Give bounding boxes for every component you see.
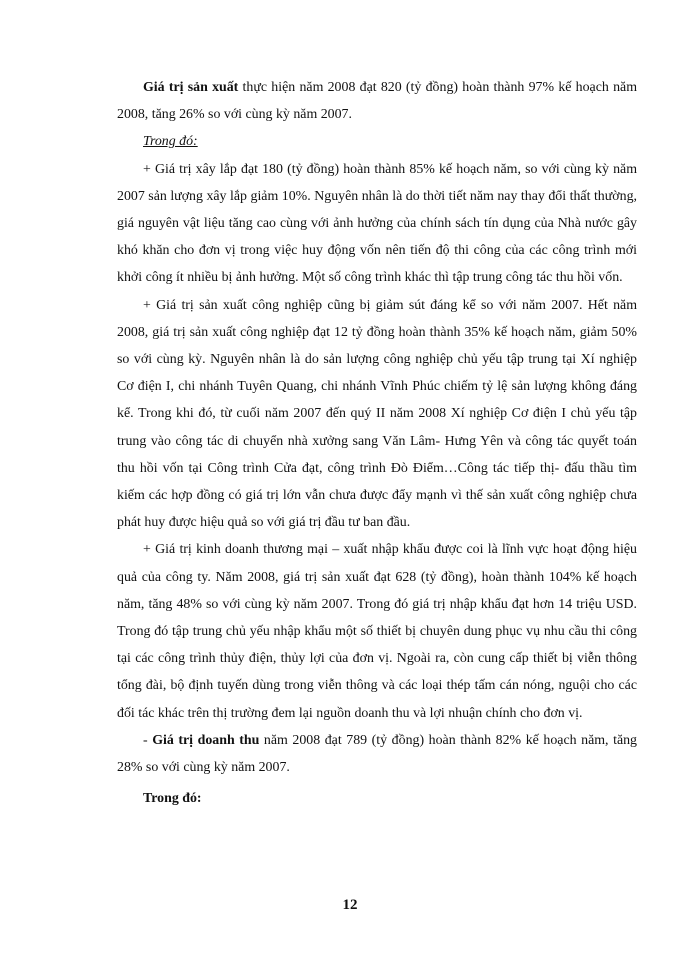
subheading-of-which	[117, 128, 637, 155]
revenue-value-text: năm 2008 đạt 789 (tỷ đồng) hoàn thành 82% kế hoạch năm, tăng 28% so với cùng kỳ năm 2007.	[117, 732, 637, 776]
paragraph-revenue-value	[117, 727, 637, 781]
paragraph-production-value	[117, 74, 637, 128]
paragraph-construction-value: + Giá trị xây lắp đạt 180 (tỷ đồng) hoàn thành 85% kế hoạch năm, so với cùng kỳ năm 2007 sản lượng xây lắp giảm 10%. Nguyên nhân là do thời tiết năm nay thay đổi thất thường, giá nguyên vật liệu tăng cao cùng với ảnh hưởng của chính sách tín dụng của Nhà nước gây khó khăn cho đơn vị trong việc huy động vốn nên tiến độ thi công của các công trình mới khởi công ít nhiều bị ảnh hưởng. Một số công trình khác thì tập trung công tác thu hồi vốn.	[117, 161, 637, 286]
subheading-of-which-2-label: Trong đó:	[143, 791, 202, 807]
page-number: 12	[342, 897, 358, 913]
production-value-text: thực hiện năm 2008 đạt 820 (tỷ đồng) hoàn thành 97% kế hoạch năm 2008, tăng 26% so với cùng kỳ năm 2007.	[117, 80, 637, 123]
revenue-prefix: -	[143, 732, 153, 748]
production-value-label: Giá trị sản xuất	[143, 80, 239, 95]
paragraph-industrial-value: + Giá trị sản xuất công nghiệp cũng bị giảm sút đáng kể so với năm 2007. Hết năm 2008, giá trị sản xuất công nghiệp đạt 12 tỷ đồng hoàn thành 35% kế hoạch năm, giảm 50% so với cùng kỳ. Nguyên nhân là do sản lượng công nghiệp chủ yếu tập trung tại Xí nghiệp Cơ điện I, chi nhánh Tuyên Quang, chi nhánh Vĩnh Phúc chiếm tỷ lệ sản lượng không đáng kể. Trong khi đó, từ cuối năm 2007 đến quý II năm 2008 Xí nghiệp Cơ điện I chủ yếu tập trung vào công tác di chuyển nhà xưởng sang Văn Lâm- Hưng Yên và công tác quyết toán thu hồi vốn tại Công trình Cửa đạt, công trình Đò Điểm…Công tác tiếp thị- đấu thầu tìm kiếm các hợp đồng có giá trị lớn vẫn chưa được đẩy mạnh vì thế sản xuất công nghiệp chưa phát huy được hiệu quả so với giá trị đầu tư ban đầu.	[117, 297, 637, 531]
subheading-of-which-2	[117, 785, 637, 812]
revenue-value-label: Giá trị doanh thu	[152, 732, 260, 748]
document-body	[117, 74, 637, 812]
paragraph-trade-value: + Giá trị kinh doanh thương mại – xuất nhập khẩu được coi là lĩnh vực hoạt động hiệu quả của công ty. Năm 2008, giá trị sản xuất đạt 628 (tỷ đồng), hoàn thành 104% kế hoạch năm, tăng 48% so với cùng kỳ năm 2007. Trong đó giá trị nhập khẩu đạt hơn 14 triệu USD. Trong đó tập trung chủ yếu nhập khẩu một số thiết bị chuyên dung phục vụ nhu cầu thi công tại các công trình thủy điện, thủy lợi của đơn vị. Ngoài ra, còn cung cấp thiết bị viễn thông tổng đài, bộ định tuyến dùng trong viễn thông và các loại thép tấm cán nóng, nguội cho các đối tác khác trên thị trường đem lại nguồn doanh thu và lợi nhuận chính cho đơn vị.	[117, 542, 637, 721]
subheading-of-which-label: Trong đó:	[143, 134, 198, 150]
